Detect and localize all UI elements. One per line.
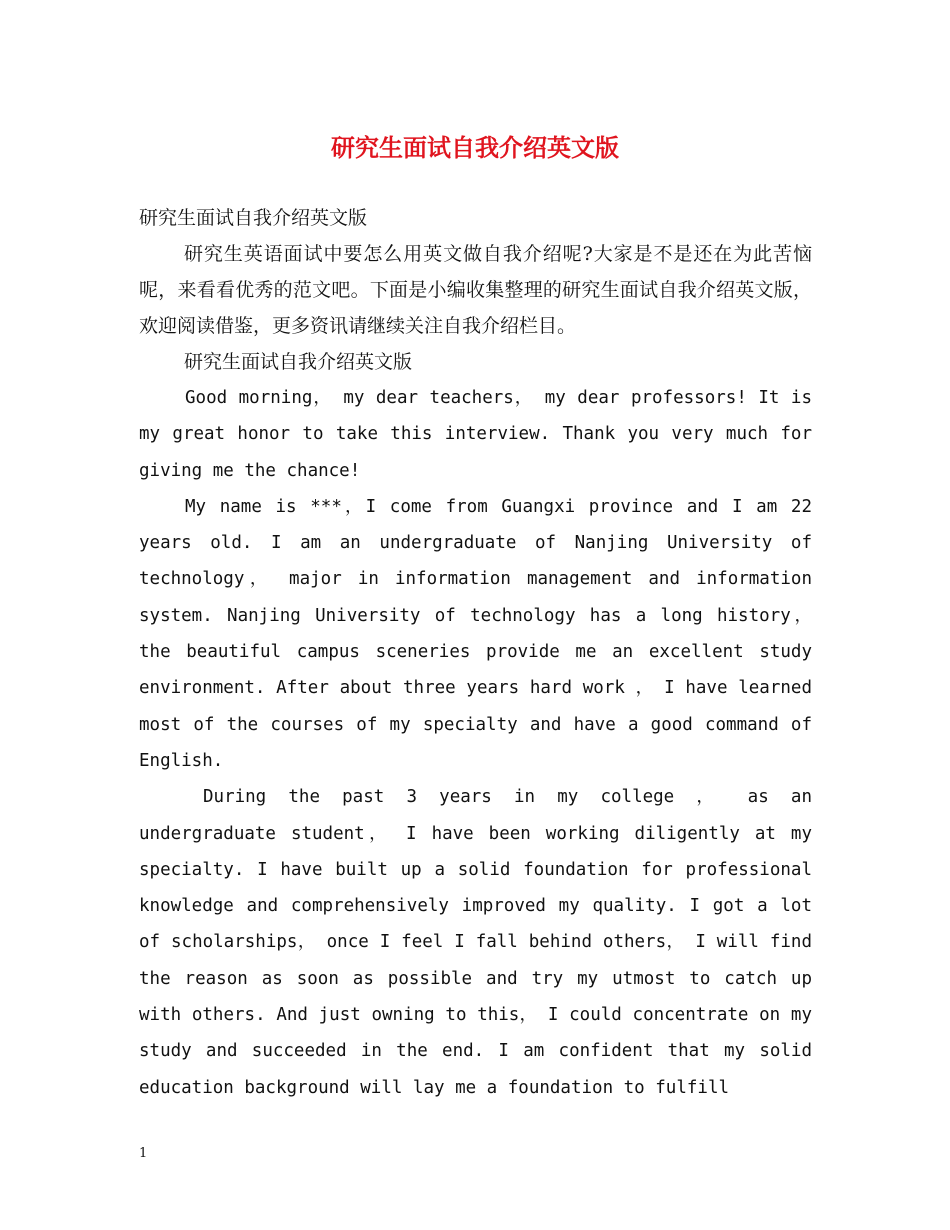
college-paragraph: During the past 3 years in my college ， as an undergraduate student， I have been working diligently at my specialty. I have built up a solid foundation for professional knowledge and comprehensively improved my quality. I got a lot of scholarships， once I feel I fall behind others， I will find the reason as soon as possible and try my utmost to catch up with others. And just owning to this， I could concentrate on my study and succeeded in the end. I am confident that my solid education background will lay me a foundation to fulfill bbox=[139, 787, 812, 1098]
subheading: 研究生面试自我介绍英文版 bbox=[184, 351, 413, 373]
document-body bbox=[139, 200, 812, 1106]
intro-paragraph: 研究生英语面试中要怎么用英文做自我介绍呢?大家是不是还在为此苦恼呢，来看看优秀的范文吧。下面是小编收集整理的研究生面试自我介绍英文版，欢迎阅读借鉴，更多资讯请继续关注自我介绍栏目。 bbox=[139, 243, 812, 337]
background-paragraph: My name is ***，I come from Guangxi province and I am 22 years old. I am an undergraduate of Nanjing University of technology， major in information management and information system. Nanjing University of technology has a long history， the beautiful campus sceneries provide me an excellent study environment. After about three years hard work ， I have learned most of the courses of my specialty and have a good command of English. bbox=[139, 496, 812, 771]
page-number: 1 bbox=[139, 1146, 148, 1161]
section-heading: 研究生面试自我介绍英文版 bbox=[139, 207, 368, 229]
document-title: 研究生面试自我介绍英文版 bbox=[331, 133, 619, 162]
greeting-paragraph: Good morning， my dear teachers， my dear professors! It is my great honor to take this interview. Thank you very much for giving me the chance! bbox=[139, 388, 812, 481]
